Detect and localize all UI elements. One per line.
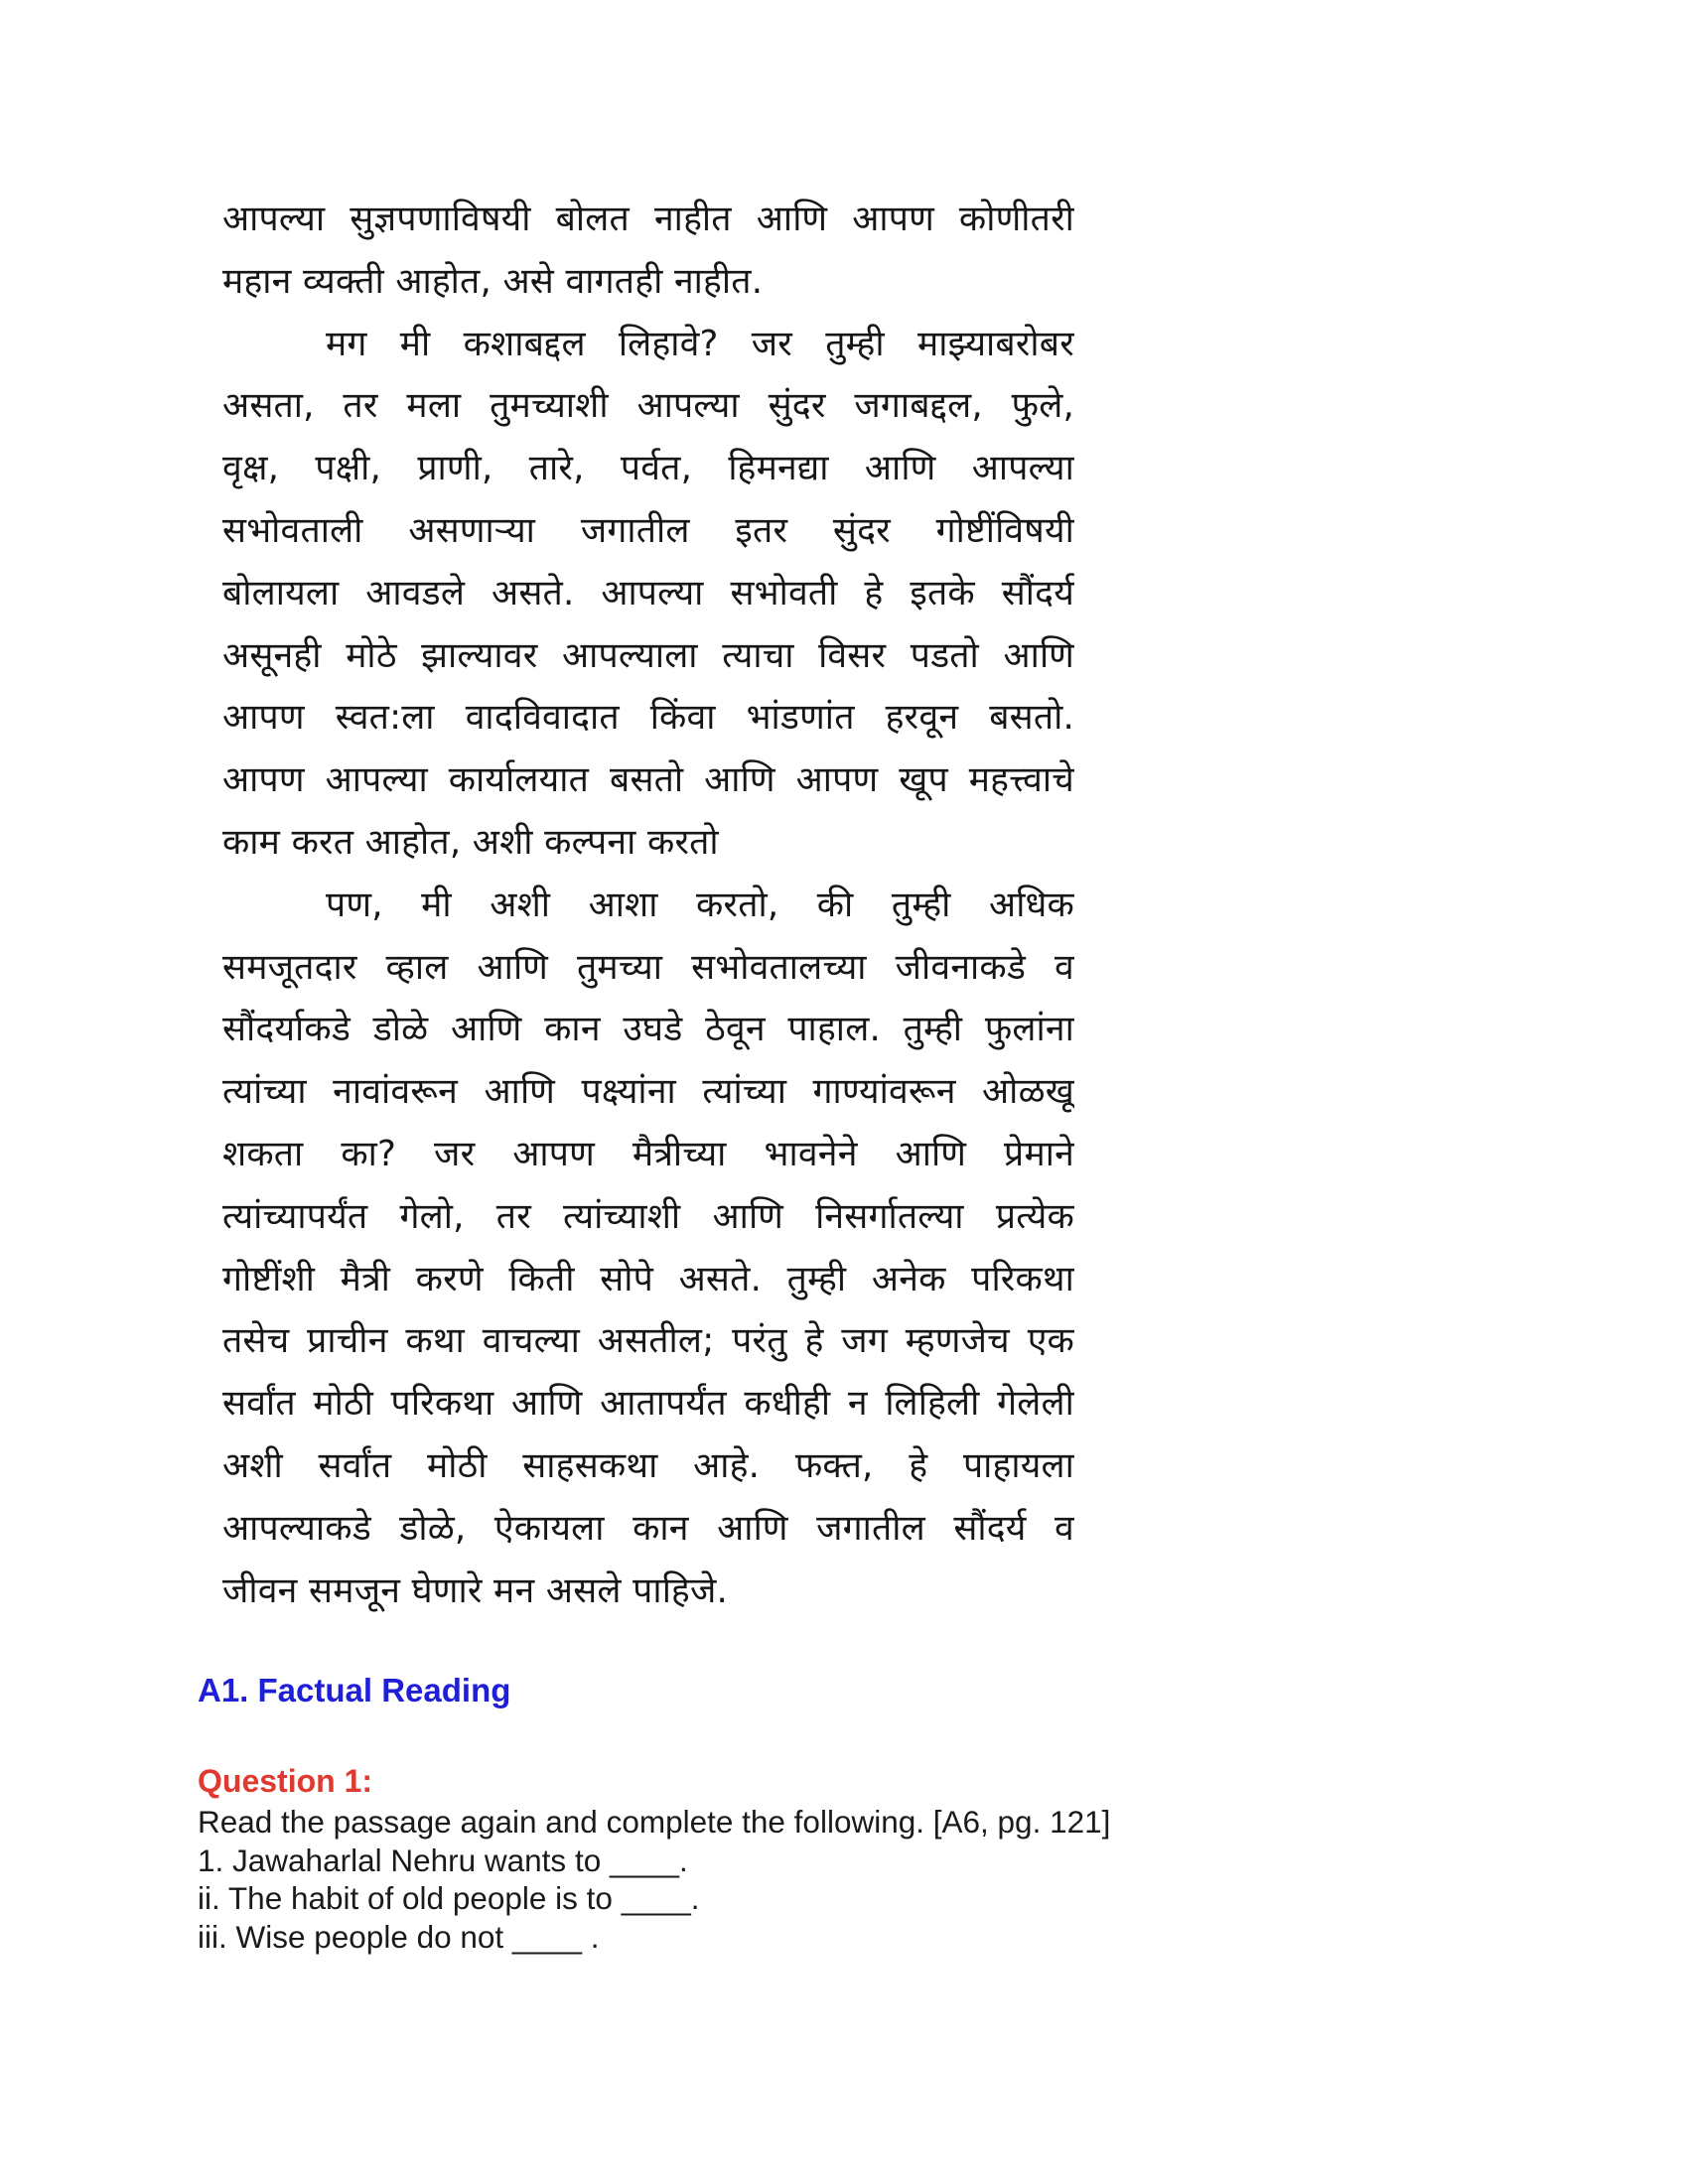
passage-line: त्यांच्या नावांवरून आणि पक्ष्यांना त्यांच्या गाण्यांवरून ओळखू [222, 1071, 1074, 1113]
passage-line: शकता का? जर आपण मैत्रीच्या भावनेने आणि प्रेमाने [222, 1133, 1074, 1174]
passage-line: तसेच प्राचीन कथा वाचल्या असतील; परंतु हे जग म्हणजेच एक [222, 1320, 1074, 1362]
question-body [198, 1803, 1110, 1956]
passage-line: पण, मी अशी आशा करतो, की तुम्ही अधिक [326, 884, 1074, 925]
marathi-passage [222, 189, 1074, 1622]
question-heading: Question 1: [198, 1763, 373, 1799]
passage-line: बोलायला आवडले असते. आपल्या सभोवती हे इतके सौंदर्य [222, 572, 1074, 614]
passage-line: जीवन समजून घेणारे मन असले पाहिजे. [222, 1570, 728, 1611]
question-item: ii. The habit of old people is to ____. [198, 1880, 700, 1916]
passage-line: आपण आपल्या कार्यालयात बसतो आणि आपण खूप महत्त्वाचे [222, 759, 1074, 801]
section-heading: A1. Factual Reading [198, 1672, 511, 1708]
passage-line: वृक्ष, पक्षी, प्राणी, तारे, पर्वत, हिमनद्या आणि आपल्या [222, 448, 1074, 489]
passage-line: अशी सर्वांत मोठी साहसकथा आहे. फक्त, हे पाहायला [222, 1444, 1074, 1486]
passage-line: आपल्याकडे डोळे, ऐकायला कान आणि जगातील सौंदर्य व [222, 1507, 1074, 1549]
passage-line: सर्वांत मोठी परिकथा आणि आतापर्यंत कधीही न लिहिली गेलेली [222, 1383, 1074, 1425]
passage-line: समजूतदार व्हाल आणि तुमच्या सभोवतालच्या जीवनाकडे व [222, 946, 1074, 988]
passage-line: सौंदर्याकडे डोळे आणि कान उघडे ठेवून पाहाल. तुम्ही फुलांना [222, 1009, 1074, 1050]
passage-line: असूनही मोठे झाल्यावर आपल्याला त्याचा विसर पडतो आणि [222, 634, 1074, 676]
passage-line: आपण स्वत:ला वादविवादात किंवा भांडणांत हरवून बसतो. [222, 697, 1074, 739]
passage-line: त्यांच्यापर्यंत गेलो, तर त्यांच्याशी आणि निसर्गातल्या प्रत्येक [222, 1195, 1074, 1237]
passage-line: काम करत आहोत, अशी कल्पना करतो [222, 821, 719, 863]
question-item: 1. Jawaharlal Nehru wants to ____. [198, 1842, 688, 1878]
passage-line: मग मी कशाबद्दल लिहावे? जर तुम्ही माझ्याबरोबर [326, 323, 1074, 364]
passage-line: आपल्या सुज्ञपणाविषयी बोलत नाहीत आणि आपण कोणीतरी [222, 199, 1074, 239]
passage-line: गोष्टींशी मैत्री करणे किती सोपे असते. तुम्ही अनेक परिकथा [222, 1258, 1074, 1299]
passage-line: सभोवताली असणाऱ्या जगातील इतर सुंदर गोष्टींविषयी [222, 509, 1074, 551]
question-item: iii. Wise people do not ____ . [198, 1918, 600, 1955]
question-instruction: Read the passage again and complete the following. [A6, pg. 121] [198, 1804, 1111, 1840]
passage-line: महान व्यक्ती आहोत, असे वागतही नाहीत. [222, 260, 764, 302]
passage-line: असता, तर मला तुमच्याशी आपल्या सुंदर जगाबद्दल, फुले, [222, 385, 1074, 427]
